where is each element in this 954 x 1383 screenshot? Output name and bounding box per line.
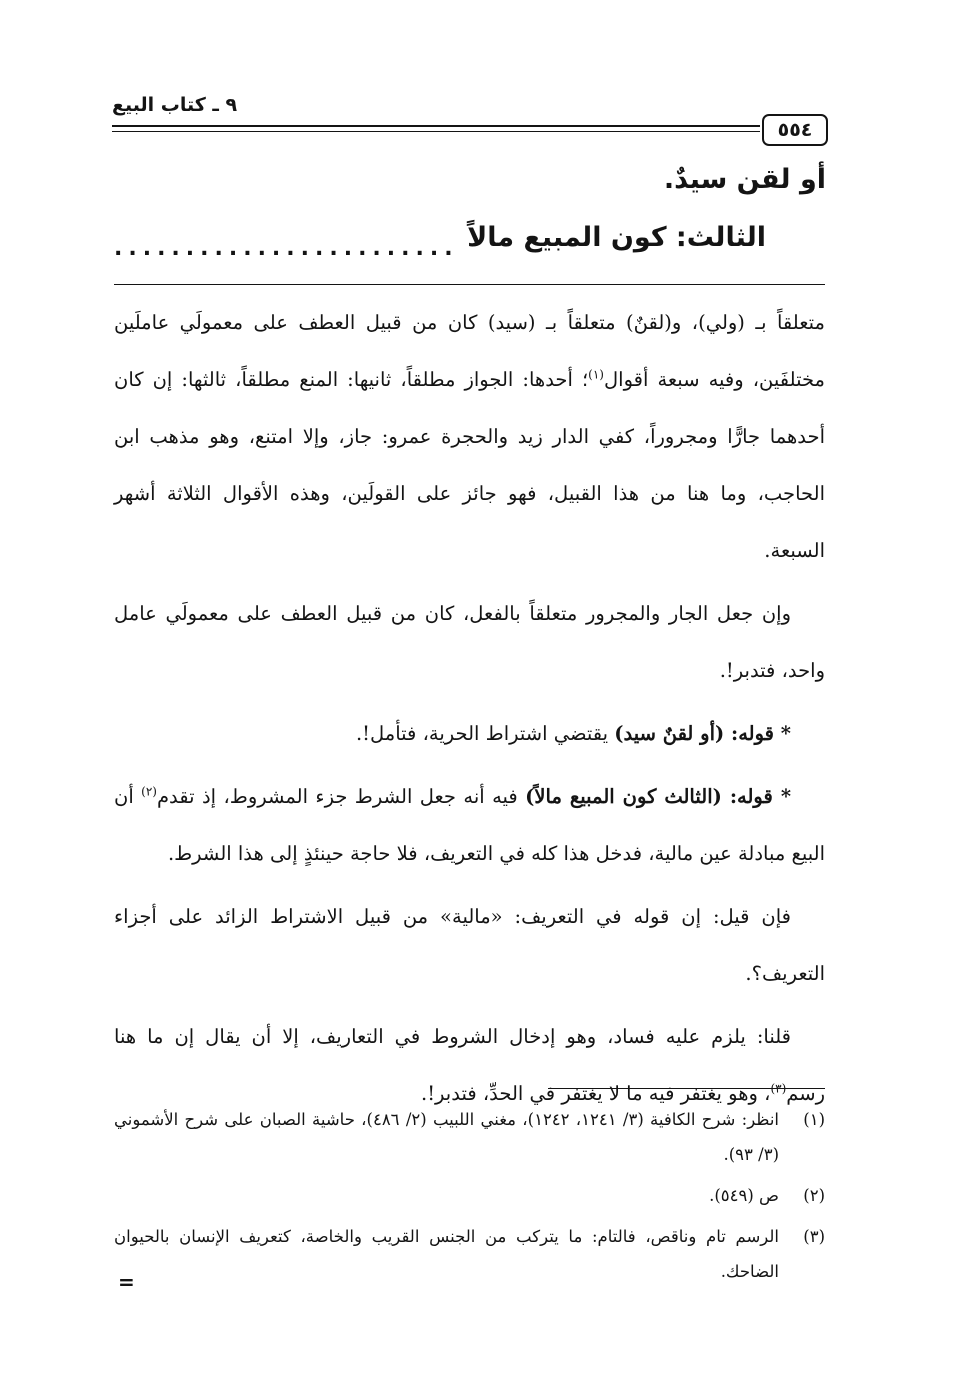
footnote-text: الرسم تام وناقص، فالتام: ما يتركب من الجنس القريب والخاصة، كتعريف الإنسان بالحيوان الضاحك. xyxy=(114,1227,779,1281)
footnotes xyxy=(114,1102,825,1295)
footnote-text: انظر: شرح الكافية (٣/ ١٢٤١، ١٢٤٢)، مغني اللبيب (٢/ ٤٨٦)، حاشية الصبان على شرح الأشموني (٣/ ٩٣). xyxy=(114,1110,780,1164)
header-rule xyxy=(112,125,760,132)
paragraph-3 xyxy=(114,705,825,762)
commentary-body xyxy=(114,294,825,1128)
paragraph-4-text-b: أن البيع مبادلة عين مالية، فدخل هذا كله في التعريف، فلا حاجة حينئذٍ إلى هذا الشرط. xyxy=(114,785,825,865)
footnote-ref-3[interactable]: (٣) xyxy=(770,1081,787,1096)
footnote-3 xyxy=(114,1219,825,1289)
running-header xyxy=(112,94,828,144)
page-number: ٥٥٤ xyxy=(762,114,828,146)
footnote-1 xyxy=(114,1102,825,1172)
paragraph-5: فإن قيل: إن قوله في التعريف: «مالية» من قبيل الاشتراط الزائد على أجزاء التعريف؟. xyxy=(114,905,825,985)
paragraph-2: وإن جعل الجار والمجرور متعلقاً بالفعل، كان من قبيل العطف على معمولَي عامل واحد، فتدبر!. xyxy=(114,602,825,682)
paragraph-6-text-a: قلنا: يلزم عليه فساد، وهو إدخال الشروط في التعاريف، إلا أن يقال إن ما هنا رسم xyxy=(114,1025,825,1105)
paragraph-1-text-a: متعلقاً بـ (ولي)، و(لقنٌ) متعلقاً بـ (سيد) كان من قبيل العطف على معمولَي عاملَين مختلفَين، وفيه سبعة أقوال xyxy=(114,311,825,391)
footnote-ref-2[interactable]: (٢) xyxy=(141,784,157,799)
footnote-2 xyxy=(114,1178,825,1213)
paragraph-4-text-a: فيه أنه جعل الشرط جزء المشروط، إذ تقدم xyxy=(156,785,526,808)
paragraph-6-text-b: ، وهو يغتفر فيه ما لا يغتفر في الحدِّ، فتدبر!. xyxy=(421,1082,771,1105)
matn-line: أو لقن سيدٌ. xyxy=(663,164,826,195)
paragraph-3-text: يقتضي اشتراط الحرية، فتأمل!. xyxy=(355,722,615,745)
paragraph-1 xyxy=(114,294,825,579)
paragraph-1-text-b: ؛ أحدها: الجواز مطلقاً، ثانيها: المنع مطلقاً، ثالثها: إن كان أحدهما جارًّا ومجروراً، كفي الدار زيد والحجرة عمرو: جاز، وإلا امتنع، وهو مذهب ابن الحاجب، وما هنا من هذا القبيل، فهو جائز على القولَين، وهذه الأقوال الثلاثة أشهر السبعة. xyxy=(114,368,825,562)
running-title: ٩ ـ كتاب البيع xyxy=(112,94,238,116)
paragraph-4 xyxy=(114,768,825,882)
footnote-number: (٣) xyxy=(803,1227,825,1246)
footnote-ref-1[interactable]: (١) xyxy=(588,367,604,382)
section-heading: الثالث: كون المبيع مالاً xyxy=(467,222,766,253)
matn-separator-rule xyxy=(114,284,825,285)
quote-lead-1: * قوله: (أو لقنٌ سيد) xyxy=(614,722,791,745)
footnote-text: ص (٥٤٩). xyxy=(709,1186,779,1205)
footnote-rule xyxy=(548,1088,825,1089)
footnote-number: (١) xyxy=(803,1110,825,1129)
footnote-number: (٢) xyxy=(803,1186,825,1205)
heading-dots: ........................ xyxy=(114,236,459,261)
continuation-mark: = xyxy=(118,1270,135,1294)
quote-lead-2: * قوله: (الثالث كون المبيع مالاً) xyxy=(525,785,792,808)
